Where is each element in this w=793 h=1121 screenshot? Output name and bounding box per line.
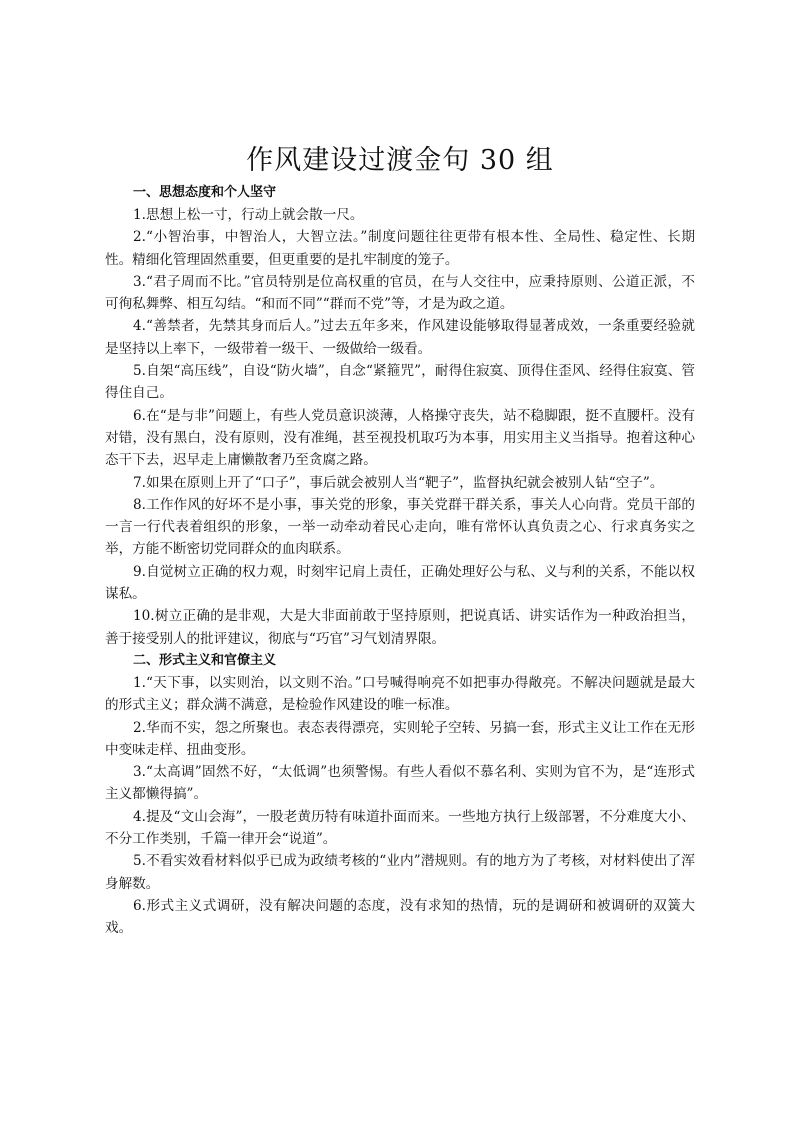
section-heading-1: 一、思想态度和个人坚守	[133, 185, 277, 200]
document-title: 作风建设过渡金句 30 组	[246, 145, 554, 176]
paragraph: 5.不看实效看材料似乎已成为政绩考核的“业内”潜规则。有的地方为了考核，对材料使出了浑身解数。	[105, 853, 695, 892]
section-heading-2: 二、形式主义和官僚主义	[133, 652, 277, 668]
paragraph: 3.“太高调”固然不好，“太低调”也须警惕。有些人看似不慕名利、实则为官不为，是“连形式主义都懒得搞”。	[105, 764, 695, 803]
paragraph: 10.树立正确的是非观，大是大非面前敢于坚持原则，把说真话、讲实话作为一种政治担当，善于接受别人的批评建议，彻底与“巧官”习气划清界限。	[105, 608, 695, 647]
paragraph: 2.华而不实，怨之所聚也。表态表得漂亮，实则轮子空转、另搞一套，形式主义让工作在无形中变味走样、扭曲变形。	[105, 719, 695, 758]
paragraph: 6.在“是与非”问题上，有些人党员意识淡薄，人格操守丧失，站不稳脚跟，挺不直腰杆。没有对错，没有黑白，没有原则，没有准绳，甚至视投机取巧为本事，用实用主义当指导。抱着这种心态干下去，迟早走上庸懒散奢乃至贪腐之路。	[105, 407, 695, 469]
paragraph: 8.工作作风的好坏不是小事，事关党的形象，事关党群干群关系，事关人心向背。党员干部的一言一行代表着组织的形象，一举一动牵动着民心走向，唯有常怀认真负责之心、行求真务实之举，方能不断密切党同群众的血肉联系。	[105, 496, 695, 558]
paragraph: 9.自觉树立正确的权力观，时刻牢记肩上责任，正确处理好公与私、义与利的关系，不能以权谋私。	[105, 563, 695, 603]
paragraph: 6.形式主义式调研，没有解决问题的态度，没有求知的热情，玩的是调研和被调研的双簧大戏。	[105, 897, 695, 937]
paragraph: 4.提及“文山会海”，一股老黄历特有味道扑面而来。一些地方执行上级部署，不分难度大小、不分工作类别，千篇一律开会“说道”。	[105, 808, 695, 848]
paragraph: 1.“天下事，以实则治，以文则不治。”口号喊得响亮不如把事办得敞亮。不解决问题就是最大的形式主义；群众满不满意，是检验作风建设的唯一标准。	[105, 674, 695, 714]
paragraph: 7.如果在原则上开了“口子”，事后就会被别人当“靶子”，监督执纪就会被别人钻“空子”。	[133, 474, 664, 491]
paragraph: 1.思想上松一寸，行动上就会散一尺。	[133, 207, 364, 223]
document-page	[105, 140, 695, 940]
paragraph: 4.“善禁者，先禁其身而后人。”过去五年多来，作风建设能够取得显著成效，一条重要经验就是坚持以上率下，一级带着一级干、一级做给一级看。	[105, 318, 695, 357]
paragraph: 2.“小智治事，中智治人，大智立法。”制度问题往往更带有根本性、全局性、稳定性、长期性。精细化管理固然重要，但更重要的是扎牢制度的笼子。	[105, 229, 695, 268]
paragraph: 3.“君子周而不比。”官员特别是位高权重的官员，在与人交往中，应秉持原则、公道正派，不可徇私舞弊、相互勾结。“和而不同”“群而不党”等，才是为政之道。	[105, 273, 695, 313]
paragraph: 5.自架“高压线”，自设“防火墙”，自念“紧箍咒”，耐得住寂寞、顶得住歪风、经得住寂寞、管得住自己。	[105, 363, 695, 402]
